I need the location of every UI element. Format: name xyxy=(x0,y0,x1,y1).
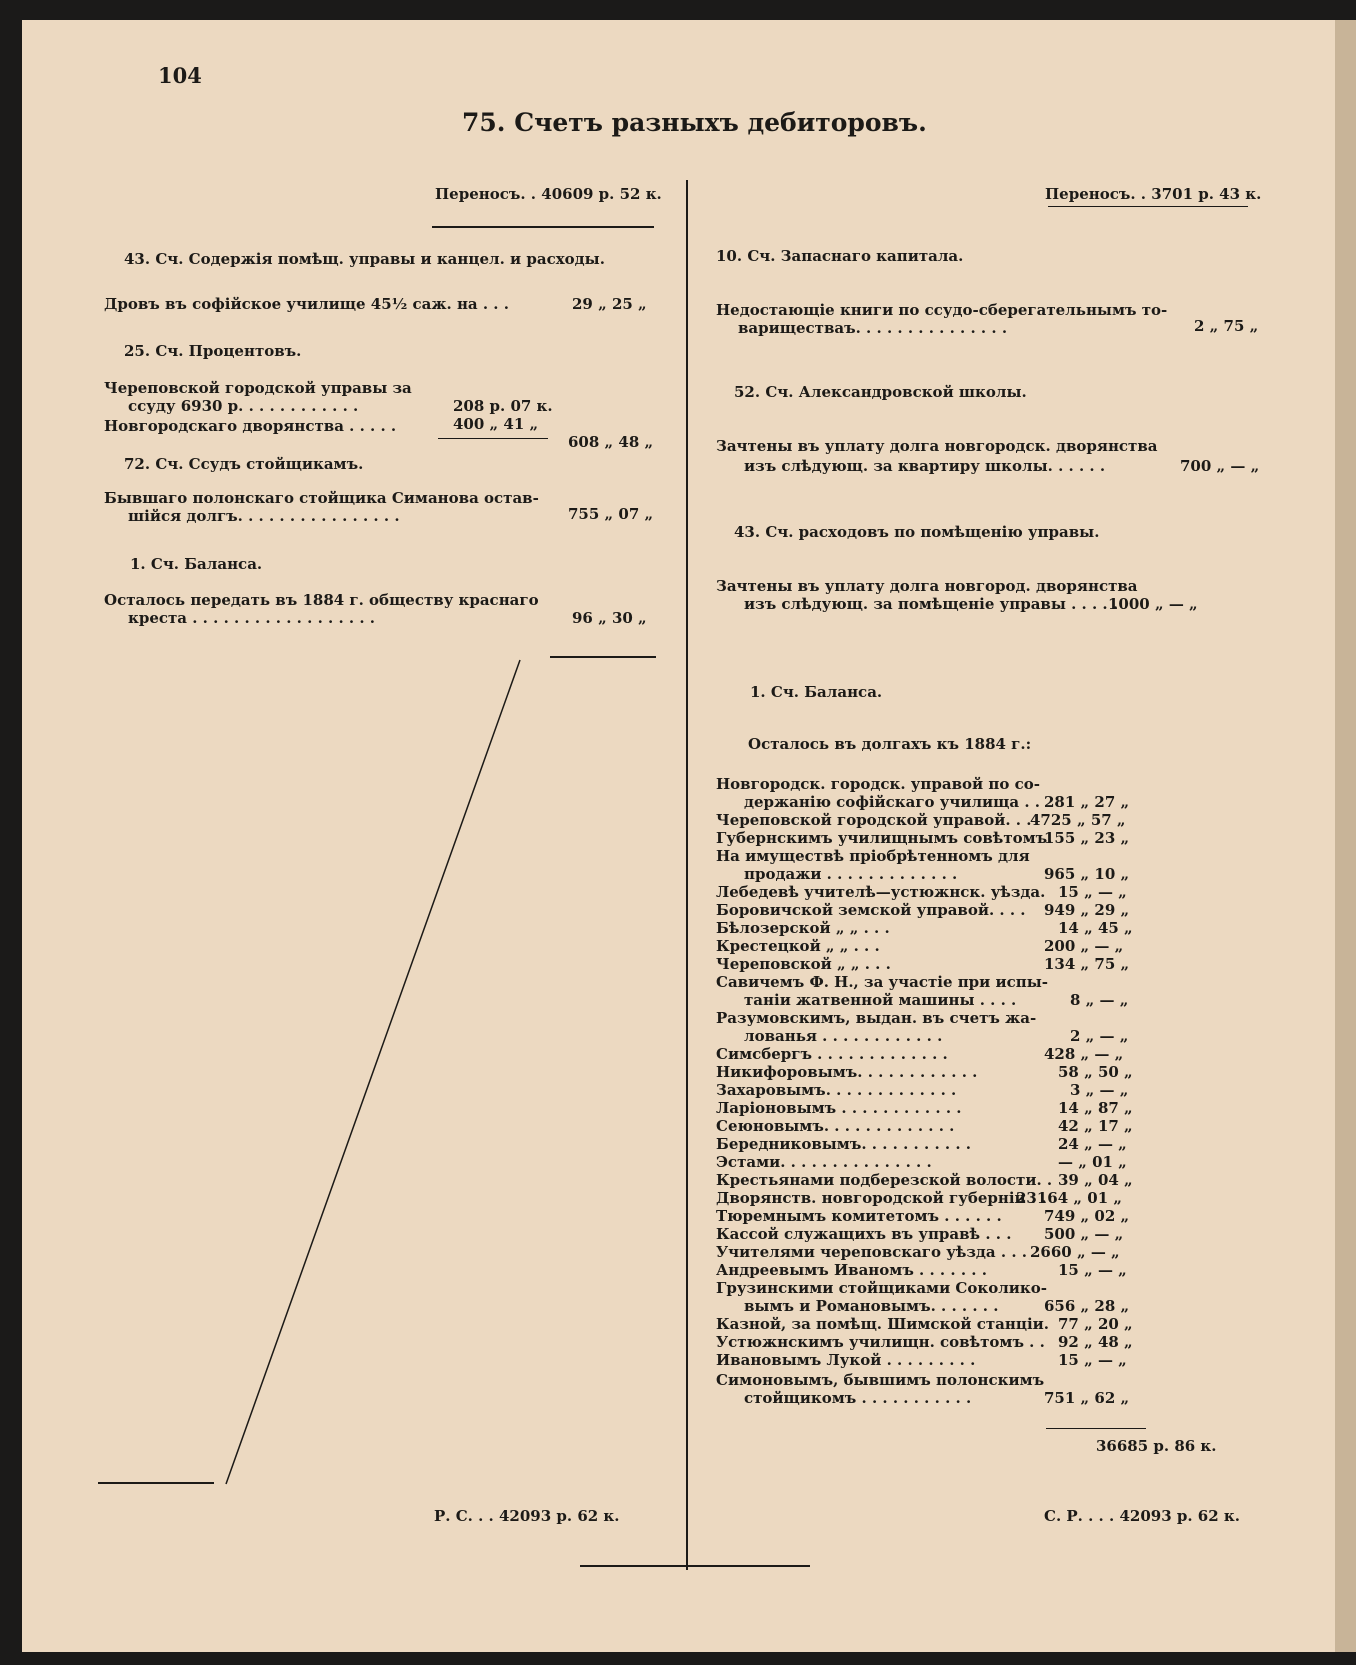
balance-name: лованья . . . . . . . . . . . . xyxy=(744,1027,943,1045)
balance-name: Учителями череповскаго уѣзда . . . xyxy=(716,1243,1027,1261)
balance-name: Дворянств. новгородской губерніи . . xyxy=(716,1189,1047,1207)
balance-total-rule xyxy=(1046,1428,1146,1429)
balance-name: держанію софійскаго училища . . xyxy=(744,793,1041,811)
balance-name: Бередниковымъ. . . . . . . . . . . xyxy=(716,1135,971,1153)
balance-name: Череповской городской управой. . . xyxy=(716,811,1032,829)
right-carry-rule xyxy=(1048,206,1248,207)
balance-amount: 749 „ 02 „ xyxy=(1044,1207,1130,1225)
balance-name: Симоновымъ, бывшимъ полонскимъ xyxy=(716,1371,1045,1389)
left-amount-firewood: 29 „ 25 „ xyxy=(572,295,647,313)
left-heading-25: 25. Сч. Процентовъ. xyxy=(124,342,302,360)
right-amount-school: 700 „ — „ xyxy=(1180,457,1260,475)
balance-total: 36685 р. 86 к. xyxy=(1096,1437,1217,1455)
balance-name: Казной, за помѣщ. Шимской станціи. xyxy=(716,1315,1049,1333)
balance-name: Губернскимъ училищнымъ совѣтомъ. xyxy=(716,829,1053,847)
balance-name: Крестецкой „ „ . . . xyxy=(716,937,880,955)
balance-name: Боровичской земской управой. . . . xyxy=(716,901,1026,919)
balance-name: Савичемъ Ф. Н., за участіе при испы- xyxy=(716,973,1049,991)
left-entry-novgorod: Новгородскаго дворянства . . . . . xyxy=(104,417,397,435)
balance-name: Тюремнымъ комитетомъ . . . . . . xyxy=(716,1207,1002,1225)
balance-amount: 4725 „ 57 „ xyxy=(1030,811,1126,829)
balance-name: Ивановымъ Лукой . . . . . . . . . xyxy=(716,1351,976,1369)
left-heading-72: 72. Сч. Ссудъ стойщикамъ. xyxy=(124,455,364,473)
right-entry-school-2: изъ слѣдующ. за квартиру школы. . . . . . xyxy=(744,457,1106,475)
balance-amount: 14 „ 87 „ xyxy=(1058,1099,1133,1117)
balance-name: Грузинскими стойщиками Соколико- xyxy=(716,1279,1047,1297)
left-total: Р. С. . . 42093 р. 62 к. xyxy=(434,1507,620,1525)
right-entry-books-2: вариществаъ. . . . . . . . . . . . . . . xyxy=(738,319,1008,337)
right-entry-premises: Зачтены въ уплату долга новгород. дворянства xyxy=(716,577,1138,595)
balance-name: Череповской „ „ . . . xyxy=(716,955,891,973)
right-amount-premises: 1000 „ — „ xyxy=(1108,595,1198,613)
balance-amount: 8 „ — „ xyxy=(1070,991,1129,1009)
right-total: С. Р. . . . 42093 р. 62 к. xyxy=(1044,1507,1240,1525)
balance-name: Эстами. . . . . . . . . . . . . . . xyxy=(716,1153,932,1171)
balance-name: Ларіоновымъ . . . . . . . . . . . . xyxy=(716,1099,962,1117)
balance-amount: 656 „ 28 „ xyxy=(1044,1297,1130,1315)
balance-name: Захаровымъ. . . . . . . . . . . . . xyxy=(716,1081,957,1099)
balance-amount: 965 „ 10 „ xyxy=(1044,865,1130,883)
right-heading-52: 52. Сч. Александровской школы. xyxy=(734,383,1027,401)
left-entry-debt: шійся долгъ. . . . . . . . . . . . . . . . xyxy=(128,507,400,525)
balance-name: стойщикомъ . . . . . . . . . . . xyxy=(744,1389,972,1407)
balance-amount: 155 „ 23 „ xyxy=(1044,829,1130,847)
balance-name: таніи жатвенной машины . . . . xyxy=(744,991,1017,1009)
balance-amount: 751 „ 62 „ xyxy=(1044,1389,1130,1407)
right-heading-10: 10. Сч. Запаснаго капитала. xyxy=(716,247,964,265)
balance-name: Лебедевѣ учителѣ—устюжнск. уѣзда. xyxy=(716,883,1046,901)
left-entry-cherepov: Череповской городской управы за xyxy=(104,379,412,397)
balance-name: Андреевымъ Иваномъ . . . . . . . xyxy=(716,1261,987,1279)
balance-name: На имуществѣ пріобрѣтенномъ для xyxy=(716,847,1030,865)
balance-amount: 428 „ — „ xyxy=(1044,1045,1124,1063)
left-amount-percent: 608 „ 48 „ xyxy=(568,433,654,451)
balance-amount: 949 „ 29 „ xyxy=(1044,901,1130,919)
balance-amount: 2660 „ — „ xyxy=(1030,1243,1120,1261)
balance-amount: 15 „ — „ xyxy=(1058,1351,1127,1369)
left-amount-debt: 755 „ 07 „ xyxy=(568,505,654,523)
right-heading-43: 43. Сч. расходовъ по помѣщенію управы. xyxy=(734,523,1100,541)
balance-name: продажи . . . . . . . . . . . . . xyxy=(744,865,958,883)
balance-amount: 15 „ — „ xyxy=(1058,883,1127,901)
balance-name: Разумовскимъ, выдан. въ счетъ жа- xyxy=(716,1009,1037,1027)
balance-amount: 24 „ — „ xyxy=(1058,1135,1127,1153)
balance-name: Кассой служащихъ въ управѣ . . . xyxy=(716,1225,1012,1243)
right-amount-books: 2 „ 75 „ xyxy=(1194,317,1259,335)
balance-name: Крестьянами подберезской волости. . xyxy=(716,1171,1053,1189)
left-entry-loan: ссуду 6930 р. . . . . . . . . . . . xyxy=(128,397,359,415)
balance-amount: — „ 01 „ xyxy=(1058,1153,1127,1171)
left-amount-redcross: 96 „ 30 „ xyxy=(572,609,647,627)
left-entry-firewood: Дровъ въ софійское училище 45½ саж. на . . . xyxy=(104,295,509,313)
balance-amount: 3 „ — „ xyxy=(1070,1081,1129,1099)
left-heading-balance: 1. Сч. Баланса. xyxy=(130,555,263,573)
right-entry-books: Недостающіе книги по ссудо-сберегательнымъ то- xyxy=(716,301,1168,319)
left-entry-redcross: Осталось передать въ 1884 г. обществу краснаго xyxy=(104,591,539,609)
balance-amount: 23164 „ 01 „ xyxy=(1016,1189,1122,1207)
right-entry-school: Зачтены въ уплату долга новгородск. дворянства xyxy=(716,437,1158,455)
balance-name: Новгородск. городск. управой по со- xyxy=(716,775,1040,793)
balance-amount: 134 „ 75 „ xyxy=(1044,955,1130,973)
balance-amount: 92 „ 48 „ xyxy=(1058,1333,1133,1351)
left-sub-loan: 208 р. 07 к. xyxy=(453,397,553,415)
balance-name: Сеюновымъ. . . . . . . . . . . . . xyxy=(716,1117,955,1135)
balance-amount: 281 „ 27 „ xyxy=(1044,793,1130,811)
left-carry: Переносъ. . 40609 р. 52 к. xyxy=(435,185,662,203)
left-entry-redcross-2: креста . . . . . . . . . . . . . . . . . . xyxy=(128,609,376,627)
balance-name: Устюжнскимъ училищн. совѣтомъ . . xyxy=(716,1333,1045,1351)
balance-name: вымъ и Романовымъ. . . . . . . xyxy=(744,1297,999,1315)
balance-amount: 500 „ — „ xyxy=(1044,1225,1124,1243)
left-heading-43: 43. Сч. Содержія помѣщ. управы и канцел. и расходы. xyxy=(124,250,605,268)
left-sub-novgorod: 400 „ 41 „ xyxy=(453,415,539,433)
balance-amount: 2 „ — „ xyxy=(1070,1027,1129,1045)
balance-name: Бѣлозерской „ „ . . . xyxy=(716,919,890,937)
right-heading-balance: 1. Сч. Баланса. xyxy=(750,683,883,701)
page-number: 104 xyxy=(158,63,202,88)
balance-name: Никифоровымъ. . . . . . . . . . . . xyxy=(716,1063,978,1081)
balance-amount: 39 „ 04 „ xyxy=(1058,1171,1133,1189)
right-carry: Переносъ. . 3701 р. 43 к. xyxy=(1045,185,1262,203)
page-title: 75. Счетъ разныхъ дебиторовъ. xyxy=(462,108,927,137)
balance-amount: 15 „ — „ xyxy=(1058,1261,1127,1279)
left-entry-simanov: Бывшаго полонскаго стойщика Симанова остав- xyxy=(104,489,539,507)
balance-amount: 200 „ — „ xyxy=(1044,937,1124,955)
balance-amount: 58 „ 50 „ xyxy=(1058,1063,1133,1081)
balance-amount: 14 „ 45 „ xyxy=(1058,919,1133,937)
balance-name: Симсбергъ . . . . . . . . . . . . . xyxy=(716,1045,948,1063)
right-entry-premises-2: изъ слѣдующ. за помѣщеніе управы . . . . . xyxy=(744,595,1119,613)
right-subheading-debts: Осталось въ долгахъ къ 1884 г.: xyxy=(748,735,1032,753)
balance-amount: 77 „ 20 „ xyxy=(1058,1315,1133,1333)
balance-amount: 42 „ 17 „ xyxy=(1058,1117,1133,1135)
